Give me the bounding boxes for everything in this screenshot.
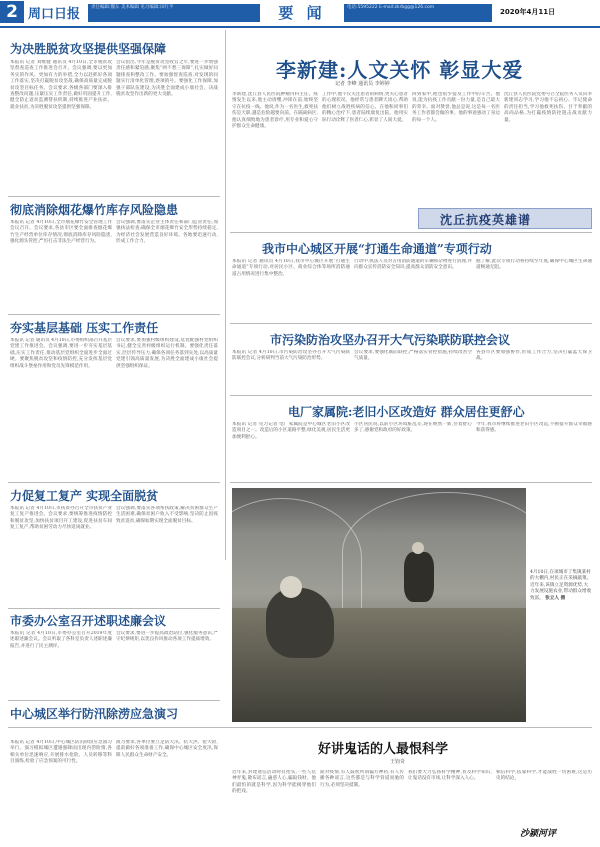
article-7-body-3: 据了解,此次专项行动将持续至年底,确保中心城区生命通道畅通无阻。 [476,259,592,271]
section-divider [8,700,220,701]
article-9-body-2: 小区居民说,以前小区环境脏乱差,现在焕然一新,住着舒心多了,感谢党和政府的好政策。 [354,422,472,434]
article-1-body-left: 本报讯 记者 刘维健 通讯员 4月10日,全市脱贫攻坚督查巡查工作推进会召开。会议强调,要以更加务实的作风、更加有力的举措,全力以赴抓好各项工作落实,坚决打赢脱贫攻坚战,确保高质量完成脱贫攻坚目标任务。会议要求,各级各部门要深入排查整改问题,压紧压实工作责任,做好巩固提升工作,健全防止返贫监测帮扶机制,持续推进产业扶贫、就业扶贫,为决胜脱贫攻坚提供坚强保障。 [10,60,112,110]
article-9-body-3: 今年,我市将继续推进老旧小区改造,不断提升群众幸福感和获得感。 [476,422,592,434]
article-8-body-1: 本报讯 记者 4月10日,市污染防治攻坚办召开大气污染联防联控会议,分析研判当前大气污染防治形势。 [232,350,350,362]
section-divider [230,232,592,233]
article-10-author: 王钧奇 [390,759,406,765]
farmer-figure [266,588,334,658]
section-divider [230,395,592,396]
lead-body-col2: 工作中,他不仅关注患者的病情,更关心患者的心理状况。他经常与患者聊天谈心,帮助他们树立战胜疾病的信心。在他和同事们的精心治疗下,患者陆续康复出院。他用实际行动诠释了医者仁心,彰显了人间大爱。 [322,92,408,123]
article-8-body-3: 各县市区要加强协作,形成工作合力,坚决打赢蓝天保卫战。 [476,350,592,362]
lead-body-col4: 沈丘县人民医院党委号召全院医务人员向李新建同志学习,学习他不忘初心、牢记使命的责任担当,学习他救死扶伤、甘于奉献的高尚品格,为打赢疫情防控阻击战贡献力量。 [504,92,592,123]
publication-date: 2020年4月11日 [500,8,556,16]
section-divider [8,314,220,315]
farmer-head [412,542,424,554]
headline-10: 好讲鬼话的人最恨科学 [318,742,449,757]
column-divider [225,30,226,560]
article-5-body-left: 本报讯 记者 4月10日,市委办公室召开2019年度述职述廉会议。会议听取了各科室负责人述职述廉报告,并进行了民主测评。 [10,631,112,649]
article-6-body-left: 本报讯 记者 4月10日,中心城区防汛除涝应急演习举行。演习模拟城区遭遇强降雨出现内涝险情,各相关单位迅速响应,开展排水抢险、人员转移等科目演练,检验了应急预案的可行性。 [10,740,112,765]
section-divider [8,196,220,197]
section-divider [230,323,592,324]
editor-info-left: 责任编辑:魏东 美术编辑 见习编辑:田红平 [88,4,260,22]
lead-byline: 记者 李峰 通讯员 李婷婷 [335,81,390,87]
paper-name: 周口日报 [28,7,81,22]
editor-info-right: 电话:5595222 E-mail:zkrbgg@126.com [344,4,492,22]
greenhouse-frame [342,492,526,612]
article-9-body-1: 本报讯 记者 见习记者 电厂家属院是中心城区老旧小区改造项目之一。改造后的小区道路平整,绿化美观,居民生活更加便利舒心。 [232,422,350,440]
lead-body-col3: 回到家中,他也很少提及工作中的辛苦。他说,能为抗疫工作贡献一份力量,是自己最大的荣幸。面对赞誉,他总是说,这是每一名医务工作者都会做的事。他的事迹感动了身边的每一个人。 [412,92,500,123]
section-divider [8,727,592,728]
section-divider [230,482,592,483]
news-photo [232,488,526,722]
article-10-body-4: 相信科学,依靠科学,才能战胜一切困难,这是历史的结论。 [496,770,592,782]
article-5-body-right: 会议要求,要进一步提高政治站位,强化服务意识,严守纪律规矩,以优良作风推动各项工作提质增效。 [116,631,218,643]
section-divider [8,608,220,609]
column-logo: 沙颍河评 [520,829,557,839]
series-banner-text: 沈丘抗疫英雄谱 [440,213,532,227]
photo-caption [530,570,592,710]
page-number: 2 [0,1,24,23]
article-1-body-right: 会议指出,今年是脱贫攻坚收官之年,要进一步增强责任感和紧迫感,聚焦“两不愁三保障”,扎实做好问题排查和整改工作。要加强督查巡查,对发现的问题实行清单化管理,逐项销号。要强化工作保障,加强干部队伍建设,为决胜全面建成小康社会、决战脱贫攻坚作出新的更大贡献。 [116,60,218,98]
headline-1: 为决胜脱贫攻坚提供坚强保障 [10,42,167,56]
headline-3: 夯实基层基础 压实工作责任 [10,321,159,335]
headline-6: 中心城区举行防汛除涝应急演习 [10,707,179,721]
article-10-body-1: 近年来,封建迷信活动时有抬头,一些人装神弄鬼,散布谣言,蛊惑人心,骗取钱财。他们最怕的就是科学,因为科学能揭穿他们的把戏。 [232,770,316,795]
farmer-figure [404,552,434,602]
article-7-body-1: 本报讯 记者 通讯员 4月10日,我市中心城区开展“打通生命通道”专项行动,对居民小区、商业综合体等场所消防通道占用情况进行集中整治。 [232,259,350,277]
masthead-rule [0,26,600,28]
section-title: 要 闻 [278,4,326,22]
lead-headline: 李新建:人文关怀 彰显大爱 [276,58,524,82]
article-3-body-right: 会议要求,要加强村级组织建设,选优配强村党组织书记,健全完善村级组织运行机制。要强化责任落实,层层传导压力,确保各项任务落到实处,以高质量党建引领高质量发展,为决胜全面建成小康社会提供坚强组织保证。 [116,338,218,369]
article-10-body-2: 面对疫情,有人鼓吹所谓偏方神药,有人传播各种谣言,这些都是与科学背道而驰的行为,必须坚决抵制。 [320,770,404,788]
article-2-body-right: 会议强调,要落实企业主体责任和部门监管责任,加强执法检查,确保全市烟花爆竹安全形势持续稳定,为经济社会发展营造良好环境。各地要迅速行动,形成工作合力。 [116,220,218,245]
lead-body-col1: 李新建,沈丘县人民医院肿瘤内科主任。疫情发生以来,他主动请缨,冲锋在前,始终坚守在抗疫一线。他说,作为一名医生,救死扶伤是天职,越是危险越要向前。在隔离病区,他认真细致地为患者诊疗,用专业和爱心守护群众生命健康。 [232,92,318,130]
headline-2: 彻底消除烟花爆竹库存风险隐患 [10,203,179,217]
caption-text: 4月10日,在项城市丁集镇某村的大棚内,村民正在采摘蔬菜。近年来,该镇立足资源优势,大力发展设施农业,带动群众增收致富。 [530,570,592,601]
article-2-body-left: 本报讯 记者 4月10日,全市烟花爆竹安全管理工作会议召开。会议要求,各县市区要全面排查烟花爆竹生产经营单位库存情况,彻底消除库存风险隐患,强化源头管控,严厉打击非法生产经营行为。 [10,220,112,245]
article-3-body-left: 本报讯 记者 通讯员 4月10日,市委组织部召开基层党建工作推进会。会议强调,要进一步夯实基层基础,压实工作责任,推动基层党组织全面进步全面过硬。要聚焦脱贫攻坚和疫情防控,充分发挥基层党组织战斗堡垒作用和党员先锋模范作用。 [10,338,112,369]
headline-5: 市委办公室召开述职述廉会议 [10,614,167,628]
headline-8: 市污染防治攻坚办召开大气污染联防联控会议 [270,333,511,347]
section-divider [8,482,220,483]
article-7-body-2: 行动中,执法人员对占用消防通道的车辆和杂物进行清理,并向群众宣传消防安全知识,提高群众消防安全意识。 [354,259,472,271]
headline-4: 力促复工复产 实现全面脱贫 [10,489,159,503]
farmer-head [280,576,302,598]
article-10-body-3: 我们要大力弘扬科学精神,普及科学知识,让鬼话没有市场,让科学深入人心。 [408,770,492,782]
article-6-body-right: 演习要求,各单位要立足防大汛、抗大洪、抢大险,提前做好各项准备工作,确保中心城区安全度汛,保障人民群众生命财产安全。 [116,740,218,758]
headline-7: 我市中心城区开展“打通生命通道”专项行动 [262,242,492,256]
article-8-body-2: 会议要求,要强化联防联控,严格落实管控措施,持续改善空气质量。 [354,350,472,362]
headline-9: 电厂家属院:老旧小区改造好 群众居住更舒心 [288,405,525,419]
photo-credit: 张立人 摄 [545,595,566,601]
article-4-body-right: 会议强调,要落实各项帮扶政策,解决贫困群众生产生活困难,确保贫困户收入不受影响,坚决防止因疫致贫返贫,确保如期实现全面脱贫目标。 [116,506,218,524]
article-4-body-left: 本报讯 记者 4月10日,市扶贫办召开全市扶贫产业复工复产推进会。会议要求,要统筹推进疫情防控和脱贫攻坚,加快扶贫项目开工建设,促进扶贫车间复工复产,帮助贫困劳动力尽快返岗就业。 [10,506,112,531]
